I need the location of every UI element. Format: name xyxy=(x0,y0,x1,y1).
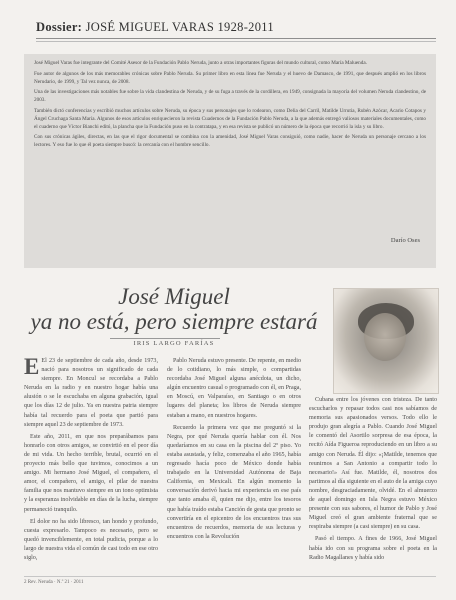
author-rule xyxy=(110,338,220,339)
article-column-3 xyxy=(309,396,437,566)
intro-paragraph: También dictó conferencias y escribió muchos artículos sobre Neruda, su época y sus personajes que lo rodearon, como Delia del Carril, Matilde Urrutia, Rubén Azócar, Acario Cotapos y Ángel Cruchaga Santa María. Algunos de esos artículos enriquecieron la revista Cuadernos de la Fundación Pablo Neruda, a la que además entregó valiosos materiales documentales, como el cuaderno que Víctor Bianchi editó, la plancha que la Fundación puso en la contratapa, y en esa revista se publicó un número de la época que recorrió la isla y su libro. xyxy=(34,107,426,130)
title-line-2: ya no está, pero siempre estará xyxy=(30,309,318,334)
article-paragraph xyxy=(24,354,158,430)
intro-paragraph: Fue autor de algunos de los más memorables crónicas sobre Pablo Neruda. Su primer libro en esta línea fue Neruda y el huevo de Damasco, de 1991, que después amplió en los libros Nerudario, de 1999, y Tal vez nunca, de 2008. xyxy=(34,70,426,85)
page-footer xyxy=(24,580,436,585)
article-title xyxy=(24,284,324,334)
footer-text: 2 Rev. Neruda · N.º 21 · 2011 xyxy=(24,580,84,585)
article-author: IRIS LARGO FARÍAS xyxy=(133,340,215,347)
author-photo xyxy=(333,288,439,394)
title-line-1: José Miguel xyxy=(118,284,230,309)
dossier-header xyxy=(36,20,436,35)
header-rule-thin xyxy=(36,41,436,42)
intro-paragraph: José Miguel Varas fue integrante del Comité Asesor de la Fundación Pablo Neruda, junto a otras importantes figuras del mundo cultural, como María Maluenda. xyxy=(34,60,367,66)
article-paragraph: Pasó el tiempo. A fines de 1966, José Miguel había ido con su programa sobre el poeta en la Radio Magallanes y había sido xyxy=(309,536,437,561)
drop-cap: E xyxy=(24,354,40,379)
header-rule xyxy=(36,38,436,39)
article-column-2 xyxy=(167,357,301,545)
article-column-1 xyxy=(24,354,158,566)
article-paragraph: Este año, 2011, en que nos preparábamos para honrarlo con otros amigos, se convirtió en el peor día de mi vida. Un hecho terrible, brutal, ocurrió en el proyecto más bello que tuvimos, conocimos a un amigo. Mi hermano José Miguel, el compañero, el amor, el compañero, el amigo, el pilar de nuestra familia que nos mantuvo siempre en un tono optimista y la esperanza inolvidable en días de la lucha, siempre permaneció tranquilo. xyxy=(24,433,158,513)
section-label: Dossier: xyxy=(36,20,83,34)
first-paragraph-text: El 23 de septiembre de cada año, desde 1973, nació para nosotros un significado de cada siempre. En Moncul se recordaba a Pablo Neruda en la radio y en nuestro hogar había una alusión o se le escuchaba en alguna grabación, igual que los días 12 de julio. Ya en nuestra patria siempre había tal recuerdo para el poeta que partió para siempre aquel 23 de septiembre de 1973. xyxy=(24,358,158,428)
article-paragraph: Recuerdo la primera vez que me preguntó si la Negra, por qué Neruda quería hablar con él. Nos quedaríamos en su casa en la piscina del 2º piso. Yo estaba asustada, y feliz, comenzaba el año 1965, había regresado hacía poco de México donde había trabajado en la Universidad Autónoma de Baja California, en Mexicali. En algún momento la conversación derivó hacia mi experiencia en ese país que tanto amaba él, quien me dijo, entre los tesoros que había traído estaba Canción de gesta que pronto se convertiría en el epicentro de los encuentros tras sus encuentros de recuerdos, memoria de sus lecturas y encuentros con la Revolución xyxy=(167,424,301,540)
article-paragraph: Cubana entre los jóvenes con tristeza. De tanto escucharlos y repasar todos casi nos sabíamos de memoria sus apasionados versos. Todo ello le produjo gran alegría a Pablo. Cuando José Miguel le comentó del Asortilo sorpresa de esa época, la recitó Aída Figueroa reproduciendo en un libro a su amigo con Neruda. Él dijo: «¡Matilde, tenemos que reunirnos a San Antonio a compartir todo lo necesario!» Así fue. Matilde, él, nosotros dos partimos al día siguiente en el auto de la amiga cuyo nombre, desgraciadamente, olvidé. En el almuerzo de aquel domingo en Isla Negra estuvo México presente con sus sabores, el humor de Pablo y José Miguel creó el gran ambiente fraternal que se respiraba siempre (a casi siempre) en su casa. xyxy=(309,397,437,531)
intro-paragraph: Una de las investigaciones más notables fue sobre la vida clandestina de Neruda, y de su fuga a través de la cordillera, en 1949, consignada la mayoría del volumen Neruda clandestino, de 2003. xyxy=(34,89,426,104)
footer-rule xyxy=(24,576,436,577)
article-paragraph: El dolor no ha sido libresco, tan hondo y profundo, cuesta expresarlo. Tampoco es necesario, pero se quedó invenciblemente, en total pudicia, porque a lo largo de nuestra vida el común de casi todo en ese otro siglo, xyxy=(24,518,158,561)
article-paragraph: Pablo Neruda estuvo presente. De repente, en medio de lo cotidiano, lo más simple, o compartidas recordaba José Miguel alguna anécdota, un dicho, algún encuentro casual o programado con él, en Praga, en Moscú, en Valparaíso, en Santiago o en otros lugares del planeta; los libros de Neruda siempre estaban a mano, en nuestros hogares. xyxy=(167,358,301,419)
section-subject: JOSÉ MIGUEL VARAS 1928-2011 xyxy=(85,20,274,34)
photo-face xyxy=(364,313,406,361)
intro-paragraph: Con sus crónicas ágiles, directas, en las que el rigor documental se combina con la amenidad, José Miguel Varas consiguió, como nadie, hacer de Neruda un personaje cercano a los lectores. Y eso fue lo que él poeta siempre buscó: la cercanía con el hombre sencillo. xyxy=(34,134,426,149)
intro-box xyxy=(24,54,436,268)
intro-signature: Darío Oses xyxy=(390,237,420,244)
intro-text xyxy=(34,60,426,153)
